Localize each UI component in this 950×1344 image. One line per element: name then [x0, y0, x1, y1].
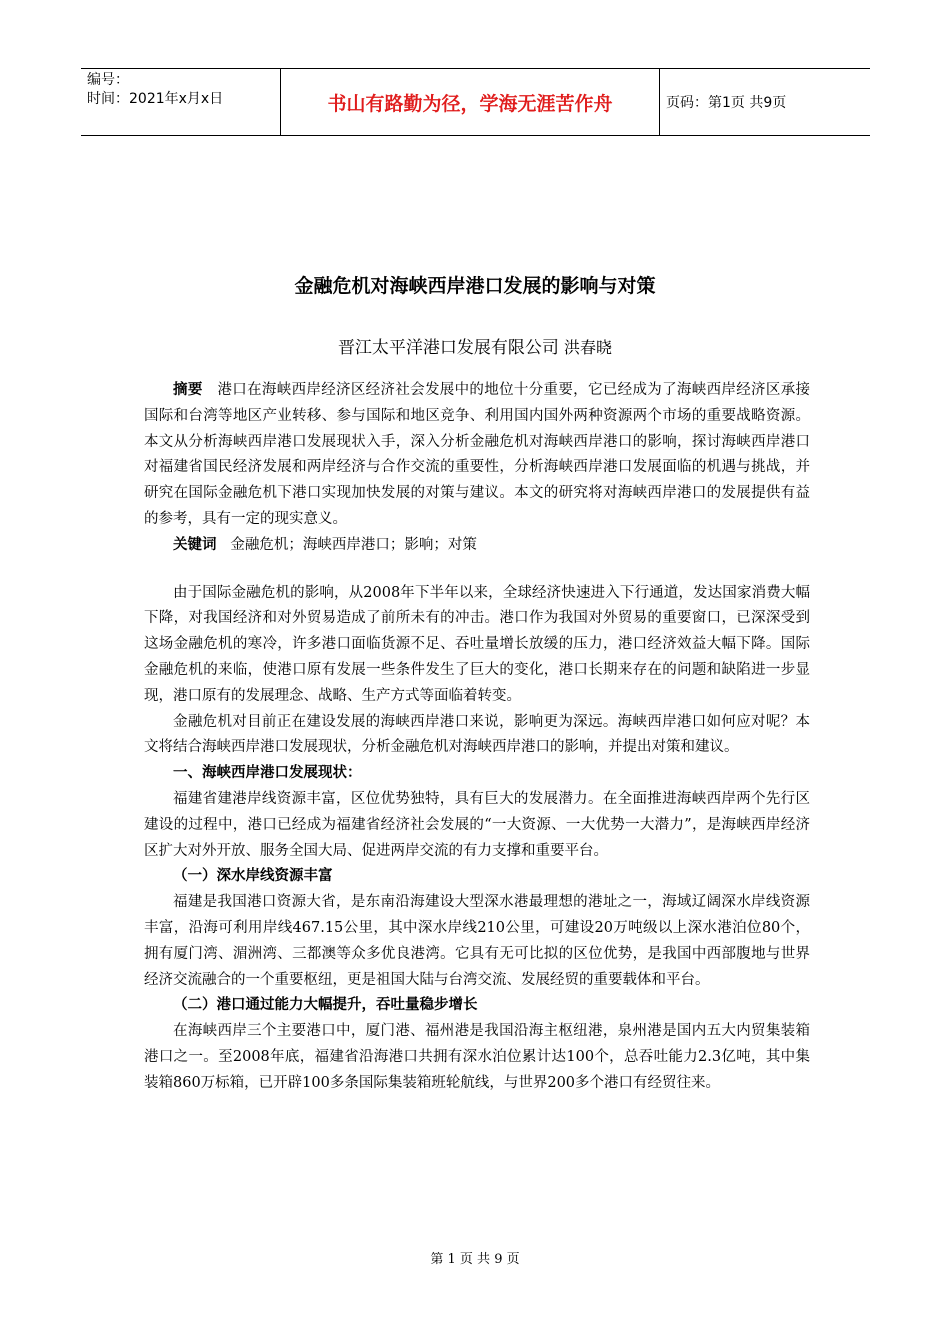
body-paragraph: 福建是我国港口资源大省，是东南沿海建设大型深水港最理想的港址之一，海域辽阔深水岸线资源丰富，沿海可利用岸线467.15公里，其中深水岸线210公里，可建设20万吨级以上深水港泊位80个，拥有厦门湾、湄洲湾、三都澳等众多优良港湾。它具有无可比拟的区位优势，是我国中西部腹地与世界经济交流融合的一个重要枢纽，更是祖国大陆与台湾交流、发展经贸的重要载体和平台。	[144, 894, 810, 988]
abstract-text: 港口在海峡西岸经济区经济社会发展中的地位十分重要，它已经成为了海峡西岸经济区承接国际和台湾等地区产业转移、参与国际和地区竞争、利用国内国外两种资源两个市场的重要战略资源。本文从分析海峡西岸港口发展现状入手，深入分析金融危机对海峡西岸港口的影响，探讨海峡西岸港口对福建省国民经济发展和两岸经济与合作交流的重要性，分析海峡西岸港口发展面临的机遇与挑战，并研究在国际金融危机下港口实现加快发展的对策与建议。本文的研究将对海峡西岸港口的发展提供有益的参考，具有一定的现实意义。	[144, 382, 811, 527]
keywords-paragraph	[144, 533, 810, 559]
header-page-info: 页码：第1页 共9页	[666, 95, 787, 111]
author-name: 洪春晓	[564, 338, 613, 357]
document-title: 金融危机对海峡西岸港口发展的影响与对策	[294, 275, 656, 297]
abstract-label: 摘要	[173, 382, 203, 398]
body-paragraph: 金融危机对目前正在建设发展的海峡西岸港口来说，影响更为深远。海峡西岸港口如何应对呢？本文将结合海峡西岸港口发展现状，分析金融危机对海峡西岸港口的影响，并提出对策和建议。	[144, 713, 810, 756]
abstract-paragraph	[144, 378, 810, 533]
page-footer: 第 1 页 共 9 页	[430, 1252, 520, 1267]
header-meta	[81, 69, 281, 135]
document-body	[144, 378, 810, 1097]
subsection-heading: （一）深水岸线资源丰富	[173, 868, 333, 885]
spacer	[144, 559, 810, 581]
keywords-label: 关键词	[173, 536, 217, 553]
subsection-heading: （二）港口通过能力大幅提升，吞吐量稳步增长	[173, 997, 478, 1014]
header-motto: 书山有路勤为径，学海无涯苦作舟	[281, 69, 660, 135]
page-header	[81, 68, 870, 136]
document-number: 编号：	[87, 72, 129, 88]
author-line	[0, 333, 950, 358]
document-date: 时间：2021年x月x日	[87, 91, 224, 107]
body-paragraph: 福建省建港岸线资源丰富，区位优势独特，具有巨大的发展潜力。在全面推进海峡西岸两个先行区建设的过程中，港口已经成为福建省经济社会发展的“一大资源、一大优势一大潜力”，是海峡西岸经济区扩大对外开放、服务全国大局、促进两岸交流的有力支撑和重要平台。	[144, 790, 810, 859]
keywords-text: 金融危机；海峡西岸港口；影响；对策	[230, 536, 477, 553]
author-organization: 晋江太平洋港口发展有限公司	[337, 338, 559, 358]
body-paragraph: 在海峡西岸三个主要港口中，厦门港、福州港是我国沿海主枢纽港，泉州港是国内五大内贸集装箱港口之一。至2008年底，福建省沿海港口共拥有深水泊位累计达100个，总吞吐能力2.3亿吨，其中集装箱860万标箱，已开辟100多条国际集装箱班轮航线，与世界200多个港口有经贸往来。	[144, 1023, 810, 1091]
body-paragraph: 由于国际金融危机的影响，从2008年下半年以来，全球经济快速进入下行通道，发达国家消费大幅下降，对我国经济和对外贸易造成了前所未有的冲击。港口作为我国对外贸易的重要窗口，已深深受到这场金融危机的寒冷，许多港口面临货源不足、吞吐量增长放缓的压力，港口经济效益大幅下降。国际金融危机的来临，使港口原有发展一些条件发生了巨大的变化，港口长期来存在的问题和缺陷进一步显现，港口原有的发展理念、战略、生产方式等面临着转变。	[144, 584, 810, 704]
section-heading: 一、海峡西岸港口发展现状：	[173, 765, 362, 782]
